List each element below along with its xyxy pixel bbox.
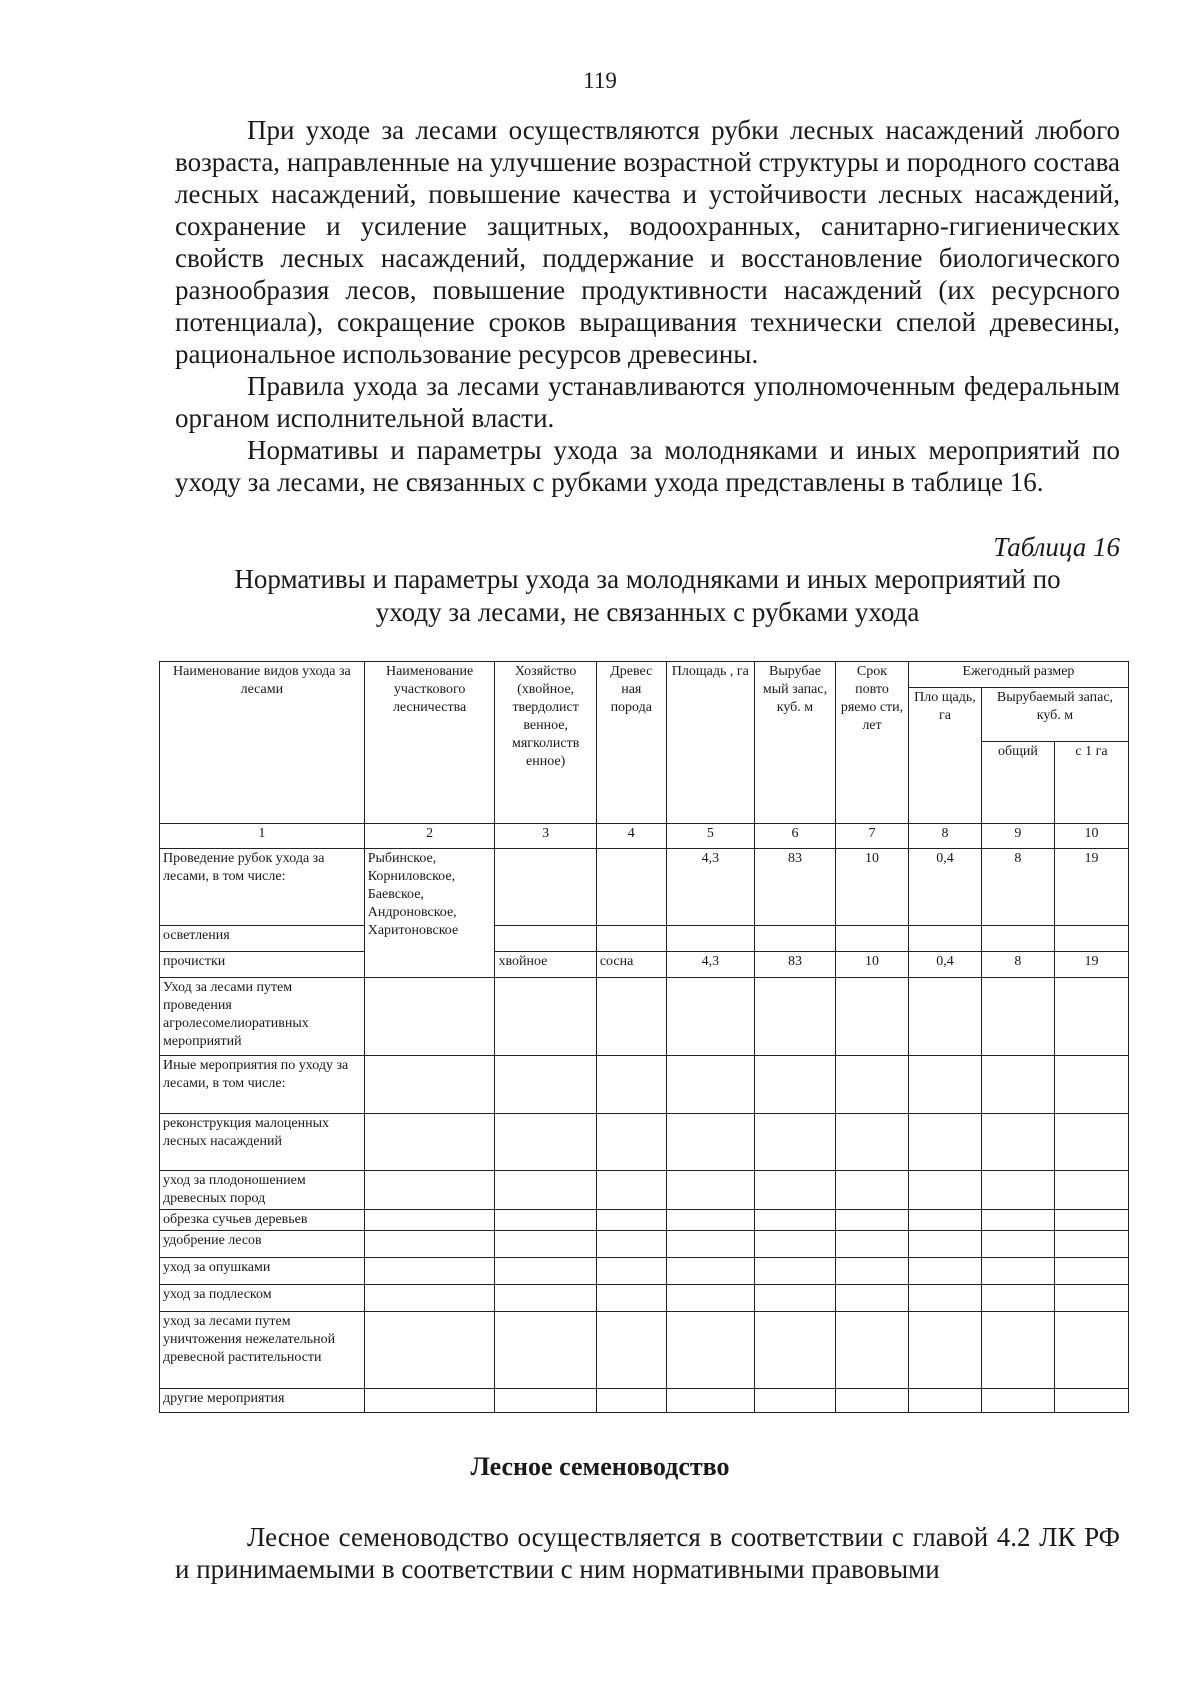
cell-period bbox=[836, 926, 909, 952]
section-heading: Лесное семеноводство bbox=[470, 1452, 730, 1481]
header-annual-total: общий bbox=[981, 742, 1054, 824]
paragraph-rules: Правила ухода за лесами устанавливаются уполномоченным федеральным органом исполнительной власти. bbox=[175, 371, 1120, 433]
closing-text bbox=[175, 1521, 1120, 1585]
header-period: Срок повто ряемо сти, лет bbox=[836, 662, 909, 824]
paragraph-seed-production: Лесное семеноводство осуществляется в соответствии с главой 4.2 ЛК РФ и принимаемыми в соответствии с ним нормативными правовыми bbox=[175, 1522, 1120, 1584]
row-name: уход за опушками bbox=[160, 1258, 365, 1285]
table-row bbox=[160, 849, 1129, 926]
table-row bbox=[160, 952, 1129, 978]
table-row bbox=[160, 1210, 1129, 1231]
header-annual-stock: Вырубаемый запас, куб. м bbox=[981, 688, 1128, 742]
header-farm-type: Хозяйство (хвойное, твердолист венное, мягколиств енное) bbox=[495, 662, 596, 824]
column-number: 3 bbox=[495, 824, 596, 849]
column-number: 10 bbox=[1054, 824, 1128, 849]
cell-annual-area: 0,4 bbox=[908, 952, 981, 978]
column-number: 7 bbox=[836, 824, 909, 849]
row-name: уход за плодоношением древесных пород bbox=[160, 1171, 365, 1210]
column-number-row bbox=[160, 824, 1129, 849]
table-row bbox=[160, 1258, 1129, 1285]
forestry-list: Рыбинское, Корниловское, Баевское, Андроновское, Харитоновское bbox=[364, 849, 495, 978]
header-forestry: Наименование участкового лесничества bbox=[364, 662, 495, 824]
row-name: осветления bbox=[160, 926, 365, 952]
cell-annual-total: 8 bbox=[981, 952, 1054, 978]
column-number: 5 bbox=[666, 824, 754, 849]
header-stock: Вырубае мый запас, куб. м bbox=[754, 662, 835, 824]
row-name: другие мероприятия bbox=[160, 1389, 365, 1413]
cell-species bbox=[596, 849, 666, 926]
cell-area: 4,3 bbox=[666, 849, 754, 926]
column-number: 8 bbox=[908, 824, 981, 849]
table-row bbox=[160, 1285, 1129, 1312]
column-number: 1 bbox=[160, 824, 365, 849]
page-number: 119 bbox=[583, 68, 617, 93]
table-row bbox=[160, 1389, 1129, 1413]
table-row bbox=[160, 1231, 1129, 1258]
cell-farm bbox=[495, 849, 596, 926]
table-row bbox=[160, 1114, 1129, 1171]
cell-annual-area: 0,4 bbox=[908, 849, 981, 926]
column-number: 4 bbox=[596, 824, 666, 849]
row-name: уход за лесами путем уничтожения нежелательной древесной растительности bbox=[160, 1312, 365, 1389]
cell-area: 4,3 bbox=[666, 952, 754, 978]
header-annual-area: Пло щадь, га bbox=[908, 688, 981, 824]
paragraph-cutting: При уходе за лесами осуществляются рубки лесных насаждений любого возраста, направленные на улучшение возрастной структуры и породного состава лесных насаждений, повышение качества и устойчивости лесных насаждений, сохранение и усиление защитных, водоохранных, санитарно-гигиенических свойств лесных насаждений, поддержание и восстановление биологического разнообразия лесов, повышение продуктивности насаждений (их ресурсного потенциала), сокращение сроков выращивания технически спелой древесины, рациональное использование ресурсов древесины. bbox=[175, 115, 1120, 369]
table-row bbox=[160, 1312, 1129, 1389]
cell-area bbox=[666, 926, 754, 952]
cell-species: сосна bbox=[596, 952, 666, 978]
table-row bbox=[160, 978, 1129, 1056]
cell-annual-area bbox=[908, 926, 981, 952]
row-name: обрезка сучьев деревьев bbox=[160, 1210, 365, 1231]
cell-stock bbox=[754, 926, 835, 952]
cell-annual-total: 8 bbox=[981, 849, 1054, 926]
cell-stock: 83 bbox=[754, 849, 835, 926]
header-care-type: Наименование видов ухода за лесами bbox=[160, 662, 365, 824]
cell-annual-per-ha: 19 bbox=[1054, 952, 1128, 978]
cell-species bbox=[596, 926, 666, 952]
table-row bbox=[160, 1056, 1129, 1114]
row-name: Проведение рубок ухода за лесами, в том числе: bbox=[160, 849, 365, 926]
care-norms-table bbox=[159, 661, 1129, 1413]
table-caption: Таблица 16 bbox=[993, 532, 1120, 562]
table-title bbox=[175, 563, 1120, 629]
header-annual-size: Ежегодный размер bbox=[908, 662, 1128, 688]
column-number: 9 bbox=[981, 824, 1054, 849]
table-title-line: уходу за лесами, не связанных с рубками ухода bbox=[375, 597, 920, 627]
header-annual-per-ha: с 1 га bbox=[1054, 742, 1128, 824]
cell-stock: 83 bbox=[754, 952, 835, 978]
cell-farm: хвойное bbox=[495, 952, 596, 978]
row-name: Иные мероприятия по уходу за лесами, в том числе: bbox=[160, 1056, 365, 1114]
paragraph-table-reference: Нормативы и параметры ухода за молодняками и иных мероприятий по уходу за лесами, не связанных с рубками ухода представлены в таблице 16. bbox=[175, 435, 1120, 497]
cell-annual-total bbox=[981, 926, 1054, 952]
column-number: 6 bbox=[754, 824, 835, 849]
row-name: прочистки bbox=[160, 952, 365, 978]
column-number: 2 bbox=[364, 824, 495, 849]
cell-period: 10 bbox=[836, 849, 909, 926]
row-name: уход за подлеском bbox=[160, 1285, 365, 1312]
row-name: удобрение лесов bbox=[160, 1231, 365, 1258]
table-title-line: Нормативы и параметры ухода за молодняками и иных мероприятий по bbox=[234, 564, 1061, 594]
row-name: Уход за лесами путем проведения агролесомелиоративных мероприятий bbox=[160, 978, 365, 1056]
row-name: реконструкция малоценных лесных насаждений bbox=[160, 1114, 365, 1171]
header-area: Площадь , га bbox=[666, 662, 754, 824]
intro-text bbox=[175, 114, 1120, 498]
cell-period: 10 bbox=[836, 952, 909, 978]
header-species: Древес ная порода bbox=[596, 662, 666, 824]
table-row bbox=[160, 926, 1129, 952]
cell-farm bbox=[495, 926, 596, 952]
table-row bbox=[160, 1171, 1129, 1210]
cell-annual-per-ha: 19 bbox=[1054, 849, 1128, 926]
cell-annual-per-ha bbox=[1054, 926, 1128, 952]
